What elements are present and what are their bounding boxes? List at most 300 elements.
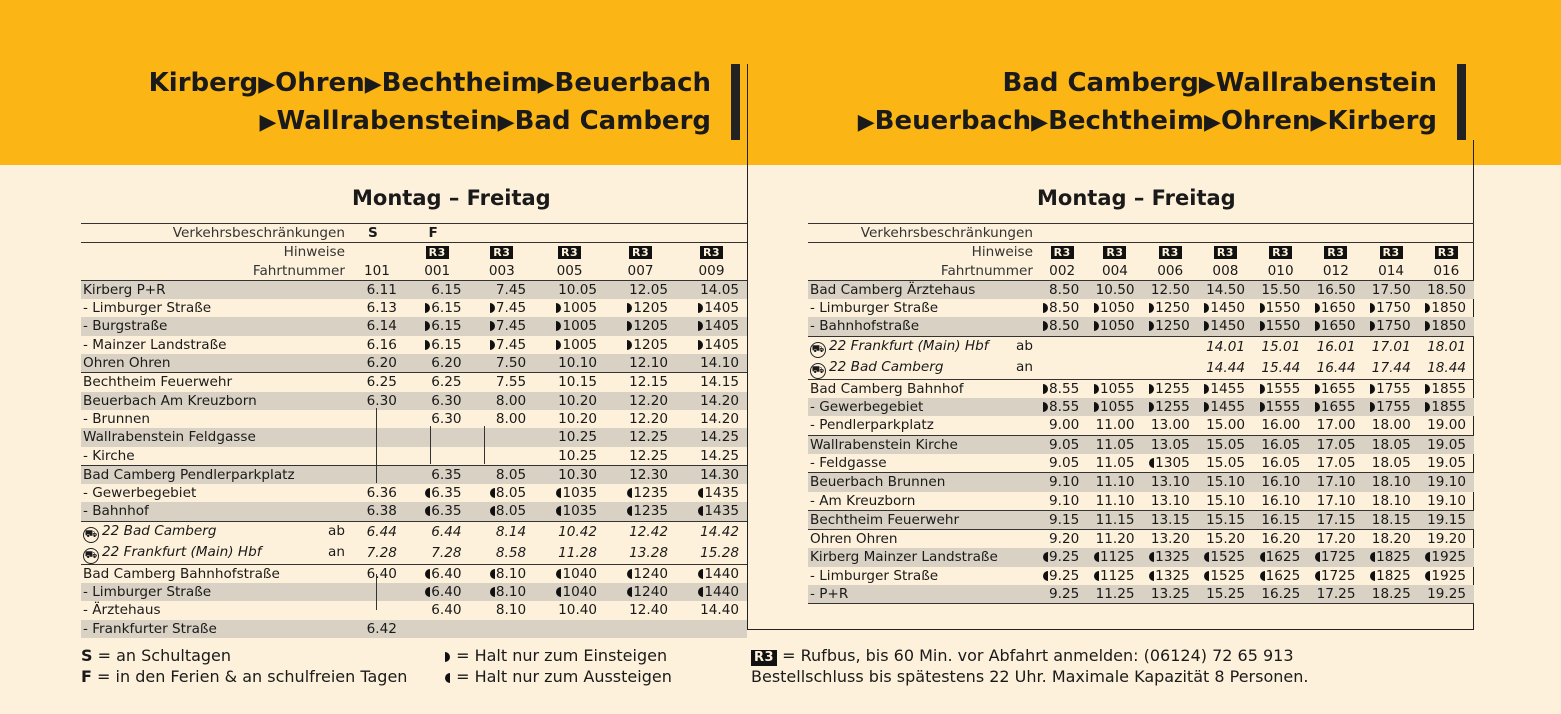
time-value: 1725 [1320, 549, 1356, 566]
time-cell [1198, 492, 1253, 511]
time-value: 6.40 [431, 565, 462, 582]
note-cell [349, 243, 405, 262]
time-cell [1363, 379, 1418, 398]
boarding-only-icon [1425, 303, 1430, 313]
table-row [808, 379, 1474, 398]
time-value: 1625 [1265, 567, 1301, 584]
time-cell [1308, 454, 1363, 473]
note-cell [1198, 243, 1253, 262]
time-value: 13.00 [1150, 417, 1190, 434]
time-value: 12.40 [629, 602, 668, 619]
trip-number: 010 [1253, 262, 1308, 281]
right-route-title-line2: ▶Beuerbach▶Bechtheim▶Ohren▶Kirberg [857, 106, 1437, 136]
time-cell [534, 447, 605, 466]
time-cell [349, 502, 405, 521]
pass-through-line [376, 574, 377, 610]
time-value: 1250 [1155, 300, 1190, 317]
note-cell [1037, 243, 1087, 262]
alighting-only-icon [425, 569, 430, 579]
table-row [808, 280, 1474, 299]
time-cell [349, 543, 405, 565]
time-cell [1308, 492, 1363, 511]
alighting-only-icon [627, 488, 632, 498]
time-cell [1363, 416, 1418, 435]
table-row [808, 567, 1474, 585]
time-cell [605, 299, 676, 317]
alighting-only-icon [1094, 571, 1099, 581]
trip-number: 012 [1308, 262, 1363, 281]
time-cell [349, 354, 405, 373]
time-cell [1308, 358, 1363, 380]
time-value: 6.20 [431, 355, 462, 372]
time-cell [1087, 473, 1142, 492]
time-cell [1363, 336, 1418, 358]
time-cell [405, 521, 470, 543]
time-cell [1087, 379, 1142, 398]
trip-number: 007 [627, 262, 654, 279]
time-cell [676, 447, 747, 466]
time-cell [534, 564, 605, 583]
time-cell [534, 392, 605, 410]
restriction-cell [1087, 224, 1142, 243]
time-cell [676, 543, 747, 565]
time-value: 11.20 [1095, 531, 1135, 548]
time-cell [1308, 530, 1363, 549]
stop-name: - Limburger Straße [810, 567, 939, 584]
time-cell [470, 299, 535, 317]
time-cell [1198, 379, 1253, 398]
time-value: 1405 [704, 318, 739, 335]
boarding-only-icon [1425, 402, 1430, 412]
time-value: 19.10 [1427, 492, 1466, 509]
time-value: 9.25 [1049, 567, 1080, 584]
time-cell [1143, 454, 1198, 473]
time-cell [1253, 336, 1308, 358]
time-value: 14.01 [1206, 339, 1246, 356]
notes-label: Hinweise [808, 243, 1037, 262]
time-cell [1419, 530, 1474, 549]
boarding-only-icon [627, 303, 632, 313]
time-value: 7.45 [495, 281, 527, 298]
boarding-only-icon [1043, 384, 1048, 394]
time-cell [1143, 416, 1198, 435]
time-value: 12.42 [629, 524, 668, 541]
time-value: 1240 [633, 565, 668, 582]
time-value: 1925 [1431, 567, 1466, 584]
time-value: 8.10 [495, 584, 527, 601]
time-value: 1005 [562, 318, 598, 335]
time-value: 8.05 [495, 485, 527, 502]
time-cell [405, 583, 470, 601]
right-timetable [808, 223, 1474, 604]
time-cell [534, 601, 605, 619]
stop-name: Kirberg Mainzer Landstraße [808, 548, 1037, 566]
time-value: 13.25 [1150, 586, 1190, 603]
arr-dep-label: an [1016, 358, 1033, 375]
time-cell [1308, 379, 1363, 398]
alighting-only-icon [1260, 571, 1265, 581]
time-cell [470, 280, 535, 299]
time-value: 1525 [1210, 549, 1246, 566]
restriction-cell [1419, 224, 1474, 243]
time-cell [470, 410, 535, 428]
time-value: 1925 [1431, 549, 1466, 566]
time-cell [1143, 585, 1198, 604]
time-cell [1253, 530, 1308, 549]
time-cell [676, 428, 747, 446]
time-cell [1308, 435, 1363, 454]
time-value: 1750 [1376, 318, 1411, 335]
stop-name: Bechtheim Feuerwehr [808, 510, 1037, 529]
time-cell [1253, 454, 1308, 473]
time-cell [1037, 454, 1087, 473]
time-value: 1725 [1320, 567, 1356, 584]
time-cell [470, 373, 535, 392]
time-cell [1143, 379, 1198, 398]
time-cell [405, 392, 470, 410]
time-cell [1143, 473, 1198, 492]
table-row [81, 521, 747, 543]
time-cell [534, 299, 605, 317]
table-row [81, 465, 747, 484]
time-value: 1825 [1376, 567, 1411, 584]
time-value: 18.05 [1371, 436, 1411, 453]
boarding-only-icon [1204, 402, 1209, 412]
time-value: 6.35 [431, 466, 462, 483]
alighting-only-icon [1425, 571, 1430, 581]
time-cell [349, 336, 405, 354]
legend-rufbus: R3 = Rufbus, bis 60 Min. vor Abfahrt anmelden: (06124) 72 65 913 [751, 645, 1294, 666]
time-cell [1253, 585, 1308, 604]
time-value: 6.15 [431, 300, 462, 317]
legend-boarding-only: = Halt nur zum Einsteigen [441, 645, 667, 666]
time-value: 9.20 [1049, 531, 1080, 548]
time-cell [1419, 398, 1474, 416]
time-value: 13.10 [1150, 492, 1190, 509]
time-cell [1419, 473, 1474, 492]
time-value: 8.05 [495, 503, 527, 520]
alighting-only-icon [425, 506, 430, 516]
time-cell [1087, 530, 1142, 549]
connection-name: 22 Frankfurt (Main) Hbf [102, 543, 262, 560]
rufbus-badge: R3 [1214, 246, 1237, 259]
stop-name: - Gewerbegebiet [83, 485, 197, 502]
time-value: 13.20 [1150, 531, 1190, 548]
time-cell [534, 317, 605, 335]
time-value: 9.05 [1049, 436, 1080, 453]
time-cell [605, 564, 676, 583]
time-value: 1755 [1376, 380, 1411, 397]
time-cell [1308, 299, 1363, 317]
time-value: 1255 [1155, 380, 1190, 397]
boarding-only-icon [1315, 321, 1320, 331]
time-value: 15.10 [1206, 492, 1246, 509]
time-cell [1419, 548, 1474, 566]
trip-number-label: Fahrtnummer [808, 262, 1037, 281]
time-value: 1555 [1265, 380, 1301, 397]
time-value: 17.01 [1371, 339, 1411, 356]
time-cell [1308, 280, 1363, 299]
time-cell [605, 354, 676, 373]
time-cell [605, 601, 676, 619]
time-value: 16.25 [1261, 586, 1301, 603]
time-cell [676, 354, 747, 373]
time-cell [349, 299, 405, 317]
time-cell [405, 336, 470, 354]
table-row [81, 354, 747, 373]
boarding-only-icon [1149, 384, 1154, 394]
table-row [808, 336, 1474, 358]
time-cell [405, 428, 470, 446]
time-value: 19.20 [1427, 531, 1466, 548]
time-value: 19.10 [1427, 474, 1466, 491]
boarding-only-icon [1315, 384, 1320, 394]
boarding-only-icon [1425, 384, 1430, 394]
time-value: 15.20 [1206, 531, 1246, 548]
time-cell [1419, 454, 1474, 473]
stop-name: Beuerbach Brunnen [808, 473, 1037, 492]
time-value: 8.50 [1049, 300, 1080, 317]
time-cell [1198, 454, 1253, 473]
time-value: 12.05 [629, 281, 668, 298]
time-cell [1037, 530, 1087, 549]
time-cell [676, 620, 747, 638]
alighting-only-icon [556, 506, 561, 516]
time-cell [349, 373, 405, 392]
time-value: 1035 [562, 485, 598, 502]
restriction-cell [470, 224, 535, 243]
time-value: 15.28 [700, 545, 739, 562]
note-cell [1087, 243, 1142, 262]
time-cell [1253, 317, 1308, 336]
time-cell [676, 410, 747, 428]
time-cell [1198, 280, 1253, 299]
boarding-only-icon [698, 321, 703, 331]
time-cell [534, 484, 605, 502]
time-value: 1050 [1099, 318, 1135, 335]
left-route-title-line1: Kirberg▶Ohren▶Bechtheim▶Beuerbach [148, 68, 711, 98]
time-cell [349, 317, 405, 335]
time-cell [1198, 510, 1253, 529]
note-cell [1143, 243, 1198, 262]
time-value: 6.38 [366, 503, 397, 520]
time-cell [1037, 510, 1087, 529]
time-value: 9.25 [1049, 586, 1080, 603]
boarding-only-icon [1260, 402, 1265, 412]
time-value: 6.15 [431, 318, 462, 335]
time-value: 14.20 [700, 392, 739, 409]
boarding-only-icon [1149, 303, 1154, 313]
time-value: 16.00 [1261, 417, 1301, 434]
time-value: 1205 [633, 318, 668, 335]
time-value: 1450 [1210, 318, 1246, 335]
arr-dep-label: ab [328, 522, 345, 539]
rufbus-badge: R3 [426, 246, 449, 259]
time-value: 7.45 [495, 336, 527, 353]
time-cell [405, 564, 470, 583]
time-value: 1055 [1099, 380, 1135, 397]
time-value: 12.15 [629, 374, 668, 391]
table-row [808, 398, 1474, 416]
time-cell [1419, 280, 1474, 299]
table-row [808, 358, 1474, 380]
time-cell [1198, 473, 1253, 492]
time-cell [534, 502, 605, 521]
time-cell [676, 465, 747, 484]
time-cell [1087, 548, 1142, 566]
boarding-only-icon [1043, 321, 1048, 331]
boarding-only-icon [1043, 303, 1048, 313]
rufbus-badge: R3 [1051, 246, 1074, 259]
time-cell [470, 583, 535, 601]
boarding-only-icon [1315, 402, 1320, 412]
time-value: 18.15 [1371, 511, 1411, 528]
time-cell [1037, 317, 1087, 336]
time-cell [405, 354, 470, 373]
time-value: 15.25 [1206, 586, 1246, 603]
time-cell [349, 521, 405, 543]
time-cell [676, 583, 747, 601]
boarding-only-icon [1149, 402, 1154, 412]
time-cell [405, 543, 470, 565]
time-cell [605, 336, 676, 354]
stop-name: Wallrabenstein Feldgasse [81, 428, 349, 446]
time-cell [1143, 317, 1198, 336]
time-cell [1143, 510, 1198, 529]
time-value: 6.30 [366, 392, 397, 409]
time-cell [405, 484, 470, 502]
time-cell [1037, 398, 1087, 416]
alighting-only-icon [627, 506, 632, 516]
time-cell [1087, 567, 1142, 585]
time-value: 15.50 [1261, 281, 1301, 298]
time-cell [470, 317, 535, 335]
note-cell [605, 243, 676, 262]
time-cell [1087, 280, 1142, 299]
time-value: 18.50 [1427, 281, 1466, 298]
time-value: 10.42 [558, 524, 598, 541]
time-value: 1555 [1265, 399, 1301, 416]
table-row [81, 392, 747, 410]
restriction-cell [1253, 224, 1308, 243]
time-cell [1363, 299, 1418, 317]
time-value: 1755 [1376, 399, 1411, 416]
stop-name: - Bahnhof [81, 502, 349, 521]
trip-number: 014 [1363, 262, 1418, 281]
time-value: 19.00 [1427, 417, 1466, 434]
time-value: 6.35 [431, 485, 462, 502]
time-value: 1005 [562, 300, 598, 317]
time-value: 14.15 [700, 374, 739, 391]
time-cell [1037, 473, 1087, 492]
time-value: 17.10 [1316, 474, 1356, 491]
time-value: 8.58 [495, 545, 527, 562]
stop-name: Beuerbach Am Kreuzborn [81, 392, 349, 410]
time-value: 9.00 [1049, 417, 1080, 434]
time-cell [470, 354, 535, 373]
time-cell [1087, 358, 1142, 380]
time-value: 18.25 [1371, 586, 1411, 603]
time-value: 1440 [704, 565, 739, 582]
time-cell [1253, 548, 1308, 566]
boarding-only-icon [556, 340, 561, 350]
time-value: 14.44 [1206, 360, 1246, 377]
note-cell [534, 243, 605, 262]
notes-row [808, 243, 1474, 262]
boarding-only-icon [425, 321, 430, 331]
table-row [81, 336, 747, 354]
time-value: 1040 [562, 584, 598, 601]
time-cell [470, 620, 535, 638]
time-cell [1087, 317, 1142, 336]
time-cell [1253, 379, 1308, 398]
time-value: 12.30 [629, 466, 668, 483]
stop-name: - Bahnhofstraße [808, 317, 1037, 336]
stop-name: - Kirche [83, 447, 135, 464]
boarding-only-icon [1094, 402, 1099, 412]
time-value: 11.15 [1095, 511, 1135, 528]
time-value: 8.10 [495, 602, 527, 619]
stop-name: - Mainzer Landstraße [83, 336, 227, 353]
time-value: 9.10 [1049, 492, 1080, 509]
boarding-only-icon [1315, 303, 1320, 313]
time-cell [1143, 398, 1198, 416]
table-row [808, 473, 1474, 492]
time-value: 16.15 [1261, 511, 1301, 528]
table-row [808, 454, 1474, 473]
stop-name: Bad Camberg Bahnhofstraße [81, 564, 349, 583]
stop-name: - Feldgasse [810, 454, 887, 471]
time-value: 6.40 [431, 584, 462, 601]
time-cell [1363, 454, 1418, 473]
stop-name: Bad Camberg Bahnhof [808, 379, 1037, 398]
time-value: 1240 [633, 584, 668, 601]
alighting-only-icon [1094, 552, 1099, 562]
note-cell [405, 243, 470, 262]
restrictions-row [81, 224, 747, 243]
time-cell [1363, 398, 1418, 416]
time-value: 15.10 [1206, 474, 1246, 491]
time-cell [1143, 299, 1198, 317]
restrictions-label: Verkehrsbeschränkungen [81, 224, 349, 243]
note-cell [676, 243, 747, 262]
time-value: 8.14 [495, 524, 527, 541]
time-value: 16.01 [1316, 339, 1356, 356]
time-cell [1253, 280, 1308, 299]
time-cell [534, 465, 605, 484]
time-value: 8.55 [1049, 380, 1080, 397]
time-value: 10.20 [558, 410, 598, 427]
time-cell [470, 601, 535, 619]
boarding-only-icon [1370, 303, 1375, 313]
boarding-only-icon [425, 340, 430, 350]
time-cell [470, 428, 535, 446]
stop-name: Bechtheim Feuerwehr [81, 373, 349, 392]
table-row [808, 510, 1474, 529]
boarding-only-icon [1260, 384, 1265, 394]
time-value: 1050 [1099, 300, 1135, 317]
note-cell [470, 243, 535, 262]
time-value: 9.25 [1049, 549, 1080, 566]
alighting-only-icon [556, 569, 561, 579]
restrictions-row [808, 224, 1474, 243]
legend-school-days: S = an Schultagen [81, 646, 232, 665]
time-value: 14.20 [700, 410, 739, 427]
time-value: 1405 [704, 300, 739, 317]
boarding-only-icon [1260, 303, 1265, 313]
table-row [81, 299, 747, 317]
time-cell [1253, 358, 1308, 380]
